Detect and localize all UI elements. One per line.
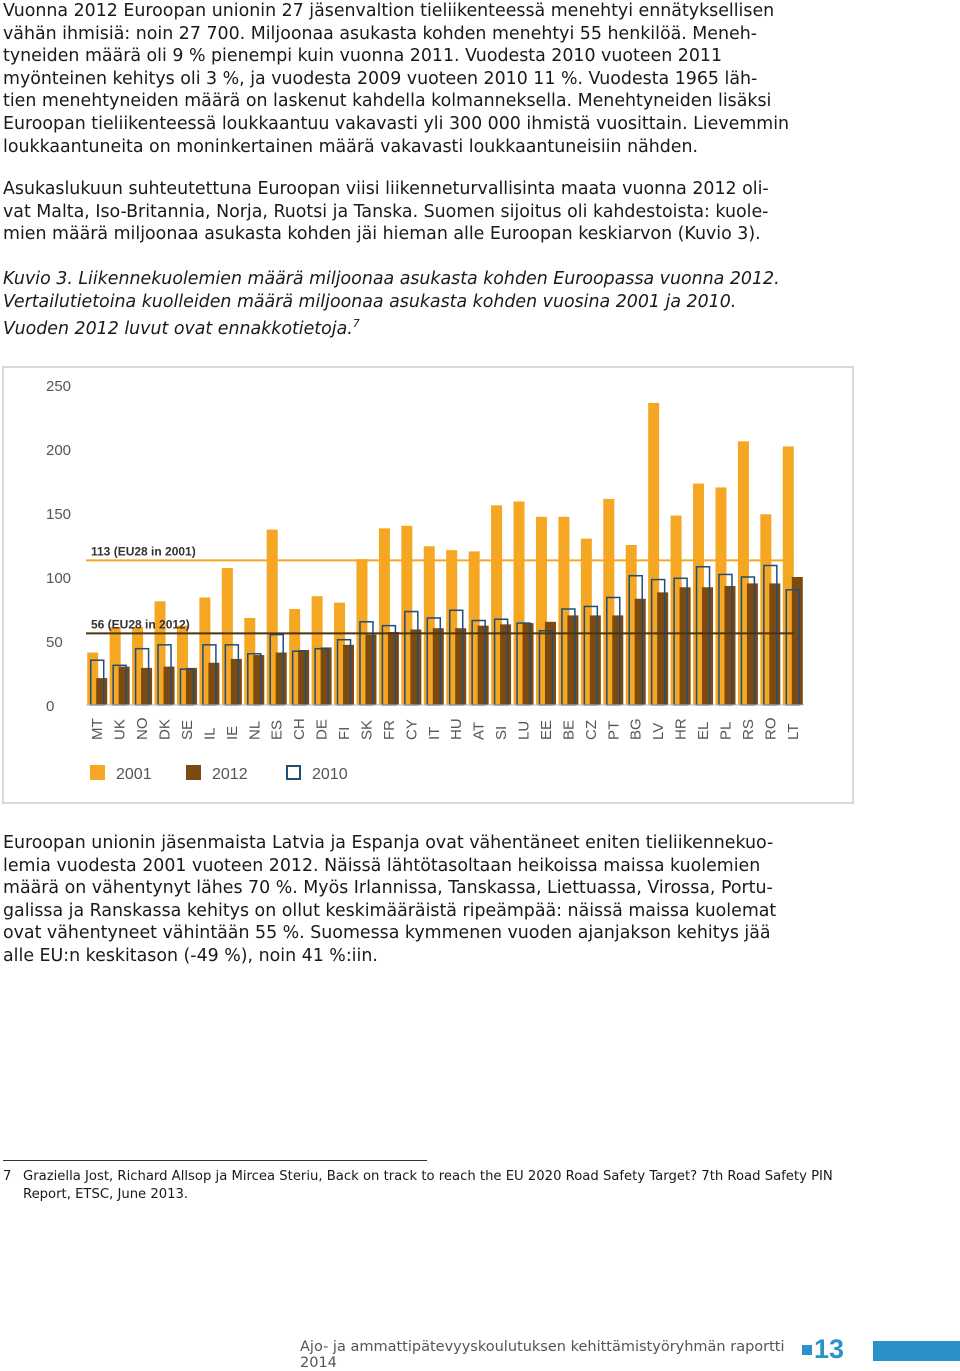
x-tick-label: SE — [178, 719, 196, 740]
bar-2012 — [298, 650, 309, 705]
paragraph-intro: Vuonna 2012 Euroopan unionin 27 jäsenvaltion tieliikenteessä menehtyi ennätyksellisen vähän ihmisiä: noin 27 700. Miljoonaa asukasta kohden menehtyi 55 henkilöä. Meneh- tyneiden määrä oli 9 % pienempi kuin vuonna 2011. Vuodesta 2010 vuoteen 2011 myönteinen kehitys oli 3 %, ja vuodesta 2009 vuoteen 2010 11 %. Vuodesta 1965 läh- tien menehtyneiden määrä on laskenut kahdella kolmanneksella. Menehtyneiden lisäksi Euroopan tieliikenteessä loukkaantuu vakavasti yli 300 000 ihmistä vuosittain. Lievemmin loukkaantuneita on moninkertainen määrä vakavasti loukkaantuneisiin nähden. — [3, 1, 790, 157]
footer-report-title: Ajo- ja ammattipätevyyskoulutuksen kehittämistyöryhmän raportti 2014 — [300, 1339, 785, 1371]
legend-label-2001: 2001 — [116, 766, 152, 783]
legend-label-2012: 2012 — [212, 766, 248, 783]
x-tick-label: LV — [650, 722, 668, 740]
bar-2012 — [253, 655, 264, 705]
x-tick-label: PL — [717, 721, 735, 740]
bar-2012 — [612, 615, 623, 705]
x-tick-label: ES — [268, 719, 286, 740]
bar-2012 — [769, 583, 780, 705]
bar-2012 — [119, 667, 130, 705]
legend-label-2010: 2010 — [312, 766, 348, 783]
bar-2012 — [231, 659, 242, 705]
bar-2012 — [792, 577, 803, 705]
chart-frame — [2, 366, 854, 804]
y-tick-label: 50 — [46, 634, 63, 651]
bar-2012 — [523, 623, 534, 705]
figure-caption — [3, 268, 953, 341]
footnote-number: 7 — [3, 1169, 12, 1184]
x-tick-label: HR — [672, 718, 690, 740]
x-tick-label: EE — [537, 719, 555, 740]
bar-2012 — [455, 628, 466, 705]
x-tick-label: LT — [784, 723, 802, 740]
eu28-2001-label: 113 (EU28 in 2001) — [91, 544, 196, 559]
y-tick-label: 100 — [46, 570, 72, 587]
x-tick-label: AT — [470, 721, 488, 740]
x-tick-label: LU — [515, 720, 533, 740]
eu28-2012-label: 56 (EU28 in 2012) — [91, 617, 190, 632]
x-tick-label: NO — [134, 717, 152, 740]
y-tick-label: 0 — [46, 698, 55, 715]
x-tick-label: CH — [291, 718, 309, 740]
caption-footnote-ref: 7 — [352, 317, 360, 331]
bar-2012 — [680, 587, 691, 705]
bar-2012 — [276, 653, 287, 705]
legend-swatch-2010 — [287, 766, 300, 779]
bar-2012 — [724, 586, 735, 705]
x-tick-label: DE — [313, 719, 331, 740]
x-tick-label: EL — [695, 721, 713, 740]
x-tick-label: SI — [493, 725, 511, 740]
x-tick-label: PT — [605, 720, 623, 740]
legend-swatch-2012 — [186, 765, 201, 780]
footnote-divider — [3, 1160, 427, 1161]
x-tick-label: NL — [246, 720, 264, 740]
paragraph-ranking: Asukaslukuun suhteutettuna Euroopan viisi liikenneturvallisinta maata vuonna 2012 oli- vat Malta, Iso-Britannia, Norja, Ruotsi ja Tanska. Suomen sijoitus oli kahdestoista: kuole- mien määrä miljoonaa asukasta kohden jäi hieman alle Euroopan keskiarvon (Kuvio 3). — [3, 179, 769, 245]
page-number: 13 — [814, 1334, 845, 1364]
x-tick-label: SK — [358, 719, 376, 740]
bar-2012 — [433, 628, 444, 705]
caption-text: Kuvio 3. Liikennekuolemien määrä miljoonaa asukasta kohden Euroopassa vuonna 2012. Vertailutietoina kuolleiden määrä miljoonaa asukasta kohden vuosina 2001 ja 2010. Vuoden 2012 luvut ovat ennakkotietoja. — [3, 269, 780, 339]
x-tick-label: IL — [201, 727, 219, 740]
x-tick-label: IT — [425, 726, 443, 740]
bar-2012 — [96, 678, 107, 705]
bar-2012 — [702, 587, 713, 705]
bar-2012 — [343, 645, 354, 705]
x-tick-label: RS — [739, 719, 757, 740]
x-tick-label: CY — [403, 719, 421, 740]
footer-accent-bar — [873, 1341, 960, 1361]
x-tick-label: BE — [560, 719, 578, 740]
bar-2012 — [478, 626, 489, 705]
bar-2012 — [164, 667, 175, 705]
bar-2012 — [410, 629, 421, 705]
y-tick-label: 150 — [46, 506, 72, 523]
footer-square-marker — [802, 1345, 812, 1355]
bar-chart — [4, 368, 852, 802]
x-tick-label: IE — [223, 725, 241, 740]
bar-2012 — [388, 632, 399, 705]
x-tick-label: HU — [448, 718, 466, 740]
bar-2012 — [657, 592, 668, 705]
bar-2012 — [590, 615, 601, 705]
y-tick-label: 250 — [46, 378, 72, 395]
x-tick-label: UK — [111, 719, 129, 740]
bar-2012 — [567, 615, 578, 705]
bar-2012 — [141, 668, 152, 705]
x-tick-label: CZ — [582, 720, 600, 740]
x-tick-label: BG — [627, 718, 645, 740]
bar-2012 — [186, 668, 197, 705]
x-tick-label: FR — [380, 720, 398, 740]
bar-2012 — [208, 663, 219, 705]
legend-swatch-2001 — [90, 765, 105, 780]
bar-2012 — [500, 624, 511, 705]
paragraph-trends: Euroopan unionin jäsenmaista Latvia ja Espanja ovat vähentäneet eniten tieliikennekuo- lemia vuodesta 2001 vuoteen 2012. Näissä lähtötasoltaan heikoissa maissa kuolemien määrä on vähentynyt lähes 70 %. Myös Irlannissa, Tanskassa, Liettuassa, Virossa, Portu- galissa ja Ranskassa kehitys on ollut keskimääräistä ripeämpää: näissä maissa kuolemat ovat vähentyneet vähintään 55 %. Suomessa kymmenen vuoden ajanjakson kehitys jää alle EU:n keskitason (-49 %), noin 41 %:iin. — [3, 833, 777, 966]
footnote-text: Graziella Jost, Richard Allsop ja Mircea Steriu, Back on track to reach the EU 2020 Road Safety Target? 7th Road Safety PIN Report, ETSC, June 2013. — [23, 1169, 833, 1202]
x-tick-label: FI — [336, 726, 354, 740]
bar-2012 — [747, 583, 758, 705]
x-tick-label: RO — [762, 717, 780, 740]
bar-2012 — [321, 647, 332, 705]
bar-2012 — [635, 599, 646, 705]
x-tick-label: MT — [89, 718, 107, 740]
x-tick-label: DK — [156, 719, 174, 740]
bar-2012 — [365, 635, 376, 705]
y-tick-label: 200 — [46, 442, 72, 459]
